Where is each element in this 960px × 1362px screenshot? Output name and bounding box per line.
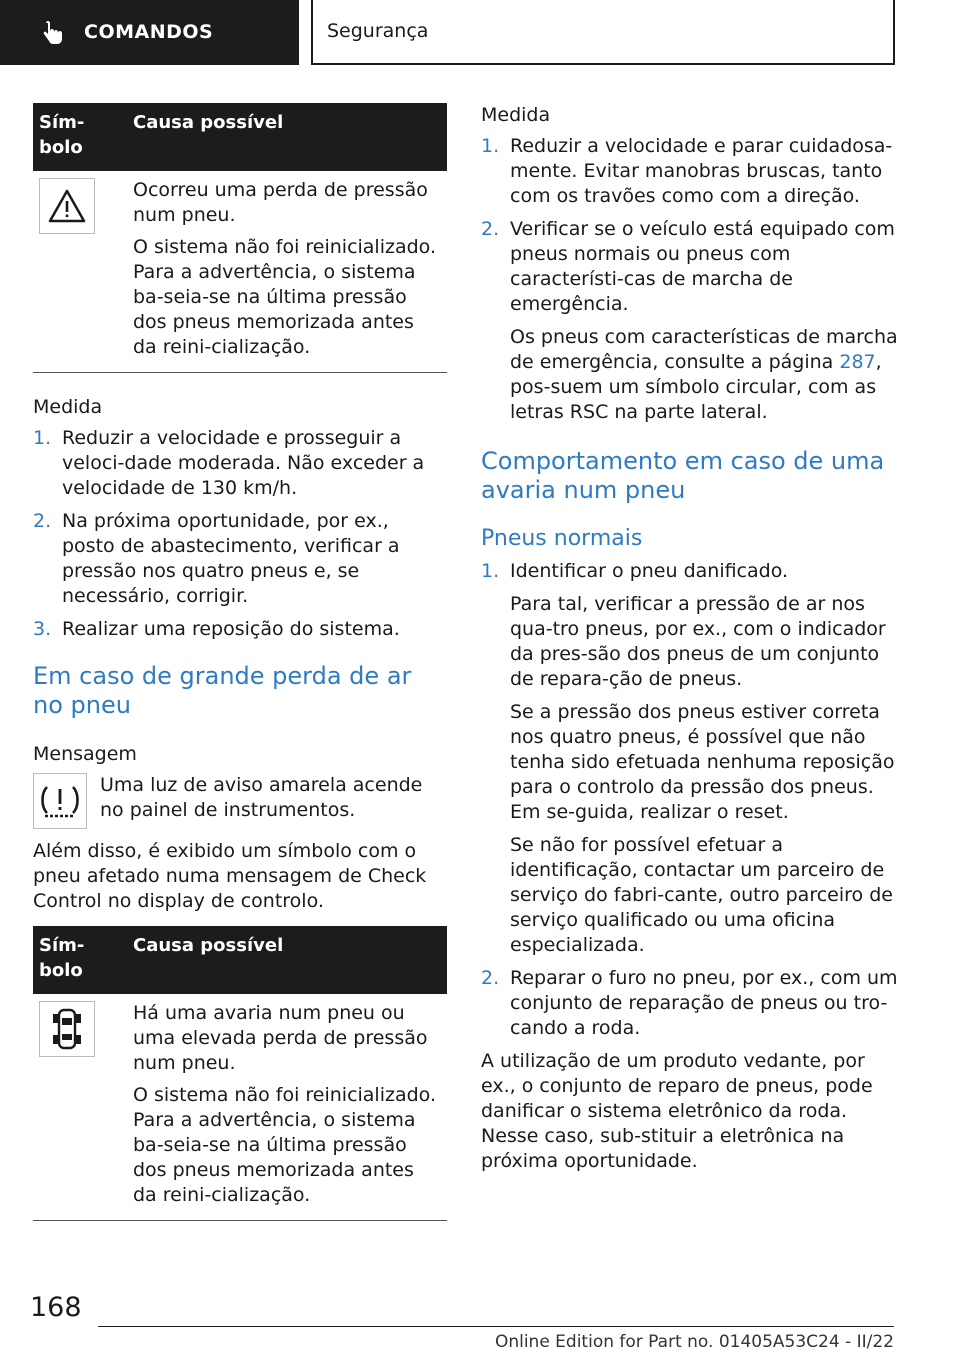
measure-block-1 [33,395,447,642]
list-item: 2. Verificar se o veículo está equipado com pneus normais ou pneus com característi-cas de marcha de emergência. Os pneus com características de marcha de emergência, consulte a página 287, pos-suem um símbolo circular, com as letras RSC na parte lateral. [481,218,898,423]
section-heading: Em caso de grande perda de ar no pneu [33,662,412,719]
paragraph: A utilização de um produto vedante, por ex., o conjunto de reparo de pneus, pode danificar o sistema eletrônico da roda. Nesse caso, sub-stituir a eletrônica na próxima oportunidade. [481,1050,873,1172]
section-tab [0,0,299,65]
section-heading: Comportamento em caso de uma avaria num pneu [481,447,885,504]
page-link[interactable]: 287 [839,351,876,373]
measure-title: Medida [33,396,103,418]
symbol-table-2 [33,926,447,1221]
cause-text: Ocorreu uma perda de pressão num pneu. [133,179,428,226]
car-tire-icon [39,1001,95,1057]
table-header-symbol: Sím- bolo [33,926,127,994]
cause-text: O sistema não foi reinicializado. Para a advertência, o sistema ba-seia-se na última pressão dos pneus memorizada antes da reini-cialização. [133,1084,436,1206]
list-item: 1. Reduzir a velocidade e prosseguir a veloci-dade moderada. Não exceder a velocidade de 130 km/h. [33,427,425,499]
list-item: 3. Realizar uma reposição do sistema. [33,618,400,640]
cause-text: O sistema não foi reinicializado. Para a advertência, o sistema ba-seia-se na última pressão dos pneus memorizada antes da reini-cialização. [133,236,436,358]
page-number: 168 [30,1292,82,1323]
paragraph: Além disso, é exibido um símbolo com o pneu afetado numa mensagem de Check Control no display de controlo. [33,840,427,912]
edition-text: Online Edition for Part no. 01405A53C24 - II/22 [494,1332,894,1352]
section-title: COMANDOS [84,21,214,43]
warning-triangle-icon [39,178,95,234]
table-header-cause: Causa possível [127,103,447,171]
left-column [33,103,447,1221]
list-item: 1. Identificar o pneu danificado. Para tal, verificar a pressão de ar nos qua-tro pneus, por ex., com o indicador da pres-são dos pneus de um conjunto de repara-ção de pneus. Se a pressão dos pneus estiver correta nos quatro pneus, é possível que não tenha sido efetuada nenhuma reposição para o controlo da pressão dos pneus. Em se-guida, realizar o reset. Se não for possível efetuar a identificação, contactar um parceiro de serviço do fabri-cante, outro parceiro de serviço qualificado ou uma oficina especializada. [481,560,895,956]
subsection-heading: Pneus normais [481,526,643,551]
list-item: 1. Reduzir a velocidade e parar cuidadosa-mente. Evitar manobras bruscas, tanto com os travões como com a direção. [481,135,893,207]
symbol-table-1 [33,103,447,373]
cause-text: Há uma avaria num pneu ou uma elevada perda de pressão num pneu. [133,1002,428,1074]
message-label: Mensagem [33,743,137,765]
chapter-header [311,0,895,65]
footer-divider [98,1326,894,1327]
right-column [481,103,901,1174]
table-header-cause: Causa possível [127,926,447,994]
list-item: 2. Reparar o furo no pneu, por ex., com um conjunto de reparação de pneus ou tro-cando a roda. [481,967,898,1039]
list-item: 2. Na próxima oportunidade, por ex., posto de abastecimento, verificar a pressão nos quatro pneus e, se necessário, corrigir. [33,510,400,607]
message-row [33,773,447,829]
table-header-symbol: Sím- bolo [33,103,127,171]
tire-pressure-warning-icon [33,773,87,829]
hand-pointer-icon [40,20,66,46]
table-row [33,171,447,373]
measure-title: Medida [481,104,551,126]
message-text: Uma luz de aviso amarela acende no painel de instrumentos. [100,774,423,821]
table-row [33,994,447,1221]
chapter-title: Segurança [327,20,429,42]
